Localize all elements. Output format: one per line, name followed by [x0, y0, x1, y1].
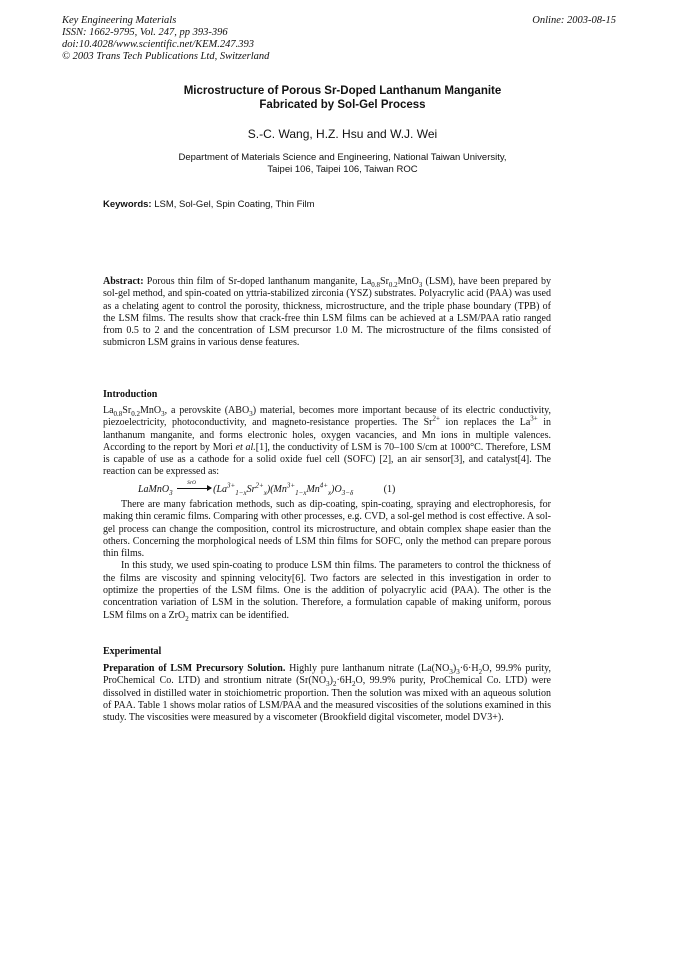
intro-p3-b: matrix can be identified.: [191, 609, 289, 621]
equation-number: (1): [383, 484, 396, 495]
introduction-body-2: There are many fabrication methods, such as dip-coating, spin-coating, spraying and electrophoresis, for making thin ceramic films. Comparing with other processes, e.g. CVD, a sol-gel method is cost effective. A sol-gel process can change the composition, control its microstructure, and obtain complex shape easier than the others. Concerning the morphological needs of LSM thin films for SOFC, only the method can prepare porous thin films. In this study, we used spin-coating to produce LSM thin films. The parameters to control the thickness of the films are viscosity and spinning velocity[6]. Two factors are selected in this investigation in order to optimize the properties of the LSM films. One is the addition of polyacrylic acid (PAA). The other is the concentration variation of LSM in the solution. Therefore, a formulation capable of making uniform, porous LSM films on a ZrO$_2$ matrix can be identified.: [103, 499, 551, 623]
keywords: [103, 199, 315, 210]
intro-p2: There are many fabrication methods, such as dip-coating, spin-coating, spraying and electrophoresis, for making thin ceramic films. Comparing with other processes, e.g. CVD, a sol-gel method is cost effective. A sol-gel process can change the composition, control its microstructure, and obtain complex shape easier than the others. Concerning the morphological needs of LSM thin films for SOFC, only the method can prepare porous thin films.: [103, 499, 551, 560]
intro-p1-c: ion replaces the La: [445, 417, 531, 429]
exp-text-b: O, 99.9% purity, ProChemical Co. LTD) and strontium nitrate (Sr(NO: [103, 663, 551, 687]
experimental-subheading: Preparation of LSM Precursory Solution.: [103, 663, 286, 674]
intro-p1-d: in lanthanum manganite, and forms electronic holes, oxygen vacancies, and Mn ions in multiple valences. According to the report by Mori: [103, 417, 552, 453]
abstract-text-b: (LSM), have been prepared by sol-gel method, and spin-coated on yttria-stabilized zirconia (YSZ) substrates. Polyacrylic acid (PAA) was used as a chelating agent to control the porosity, thickness, microstructure, and the triple phase boundary (TPB) of the LSM films. The results show that crack-free thin LSM films can be achieved at a LSM/PAA ratio ranged from 0.5 to 2 and the concentration of LSM precursor 1.0 M. The microstructure of the films consisted of submicron LSM grains in various dense features.: [103, 276, 551, 349]
paper-title-line1: Microstructure of Porous Sr-Doped Lanthanum Manganite: [183, 85, 502, 97]
keywords-list: LSM, Sol-Gel, Spin Coating, Thin Film: [154, 199, 315, 210]
online-date: Online: 2003-08-15: [532, 15, 616, 26]
journal-copyright: © 2003 Trans Tech Publications Ltd, Switzerland: [62, 51, 270, 62]
intro-p1-b: ) material, becomes more important because of its electric conductivity, piezoelectricity, photoconductivity, and magneto-resistance properties. The Sr: [103, 405, 552, 429]
exp-text-a: Highly pure lanthanum nitrate (La(NO: [289, 663, 450, 674]
experimental-heading: Experimental: [103, 646, 162, 657]
paper-authors: S.-C. Wang, H.Z. Hsu and W.J. Wei: [247, 127, 438, 141]
intro-p1-e: [1], the conductivity of LSM is 70–100 S/cm at 1000°C. Therefore, LSM is capable of use as a cathode for a solid oxide fuel cell (SOFC) [2], an air sensor[3], and catalyst[4]. The reaction can be expressed as:: [103, 441, 552, 478]
intro-p1-a: a perovskite (ABO: [170, 405, 250, 416]
introduction-body: $La_{0.8}Sr_{0.2}MnO_3$, a perovskite $(ABO_3)$ material, becomes more important because of its electric conductivity, piezoelectricity, photoconductivity, and magneto-resistance properties. The $Sr^{2+}$ ion replaces the $La^{3+}$ in lanthanum manganite, and forms electronic holes, oxygen vacancies, and Mn ions in multiple valences. According to the report by Mori et al.[1], the conductivity of LSM is 70–100 S/cm at 1000°C. Therefore, LSM is capable of use as a cathode for a solid oxide fuel cell (SOFC) [2], an air sensor[3], and catalyst[4]. The reaction can be expressed as:: [103, 405, 552, 478]
reaction-arrow: SrO: [177, 488, 211, 489]
reaction-equation: LaMnO$_3$ SrO $(La^{3+}_{1-x}Sr^{2+}_x)(Mn^{3+}_{1-x}Mn^{4+}_x)O_{3-\delta}$ (1): [138, 480, 396, 497]
affiliation-line1: Department of Materials Science and Engineering, National Taiwan University,: [178, 152, 507, 163]
abstract: Abstract: Porous thin film of Sr-doped lanthanum manganite, $La_{0.8}Sr_{0.2}MnO_3$ (LSM), have been prepared by sol-gel method, and spin-coated on yttria-stabilized zirconia (YSZ) substrates. Polyacrylic acid (PAA) was used as a chelating agent to control the porosity, thickness, microstructure, and the triple phase boundary (TPB) of the LSM films. The results show that crack-free thin LSM films can be achieved at a LSM/PAA ratio ranged from 0.5 to 2 and the concentration of LSM precursor 1.0 M. The microstructure of the films consisted of submicron LSM grains in various dense features.: [103, 276, 551, 349]
keywords-label: Keywords:: [103, 199, 152, 210]
abstract-label: Abstract:: [103, 276, 144, 287]
journal-doi: doi:10.4028/www.scientific.net/KEM.247.393: [62, 39, 254, 50]
journal-header: [62, 15, 269, 63]
journal-name: Key Engineering Materials: [62, 15, 177, 26]
paper-title: [70, 84, 615, 112]
paper-affiliation: [70, 152, 615, 176]
journal-issn: ISSN: 1662-9795, Vol. 247, pp 393-396: [62, 27, 228, 38]
introduction-heading: Introduction: [103, 389, 158, 400]
abstract-text-a: Porous thin film of Sr-doped lanthanum manganite, La: [146, 276, 372, 287]
exp-text-c: O, 99.9% purity, ProChemical Co. LTD) were dissolved in distilled water in stoichiometric proportion. Then the solution was mixed with an aqueous solution of PAA. Table 1 shows molar ratios of LSM/PAA and the measured viscosities of the solutions examined in this study. The viscosities were measured by a viscometer (Brookfield digital viscometer, model DV3+).: [103, 675, 551, 724]
paper-title-line2: Fabricated by Sol-Gel Process: [259, 99, 426, 111]
affiliation-line2: Taipei 106, Taipei 106, Taiwan ROC: [267, 164, 418, 175]
intro-p3-a: In this study, we used spin-coating to produce LSM thin films. The parameters to control the thickness of the films are viscosity and spinning velocity[6]. Two factors are selected in this investigation in order to optimize the properties of the LSM films. One is the addition of polyacrylic acid (PAA). The other is the concentration variation of LSM in the solution. Therefore, a formulation capable of making uniform, porous LSM films on a ZrO: [103, 560, 551, 621]
experimental-body: Preparation of LSM Precursory Solution. Highly pure lanthanum nitrate ($La(NO_3)_3\cdot 6\cdot H_2O$, 99.9% purity, ProChemical Co. LTD) and strontium nitrate ($Sr(NO_3)_2\cdot 6H_2O$, 99.9% purity, ProChemical Co. LTD) were dissolved in distilled water in stoichiometric proportion. Then the solution was mixed with an aqueous solution of PAA. Table 1 shows molar ratios of LSM/PAA and the measured viscosities of the solutions examined in this study. The viscosities were measured by a viscometer (Brookfield digital viscometer, model DV3+).: [103, 663, 551, 724]
